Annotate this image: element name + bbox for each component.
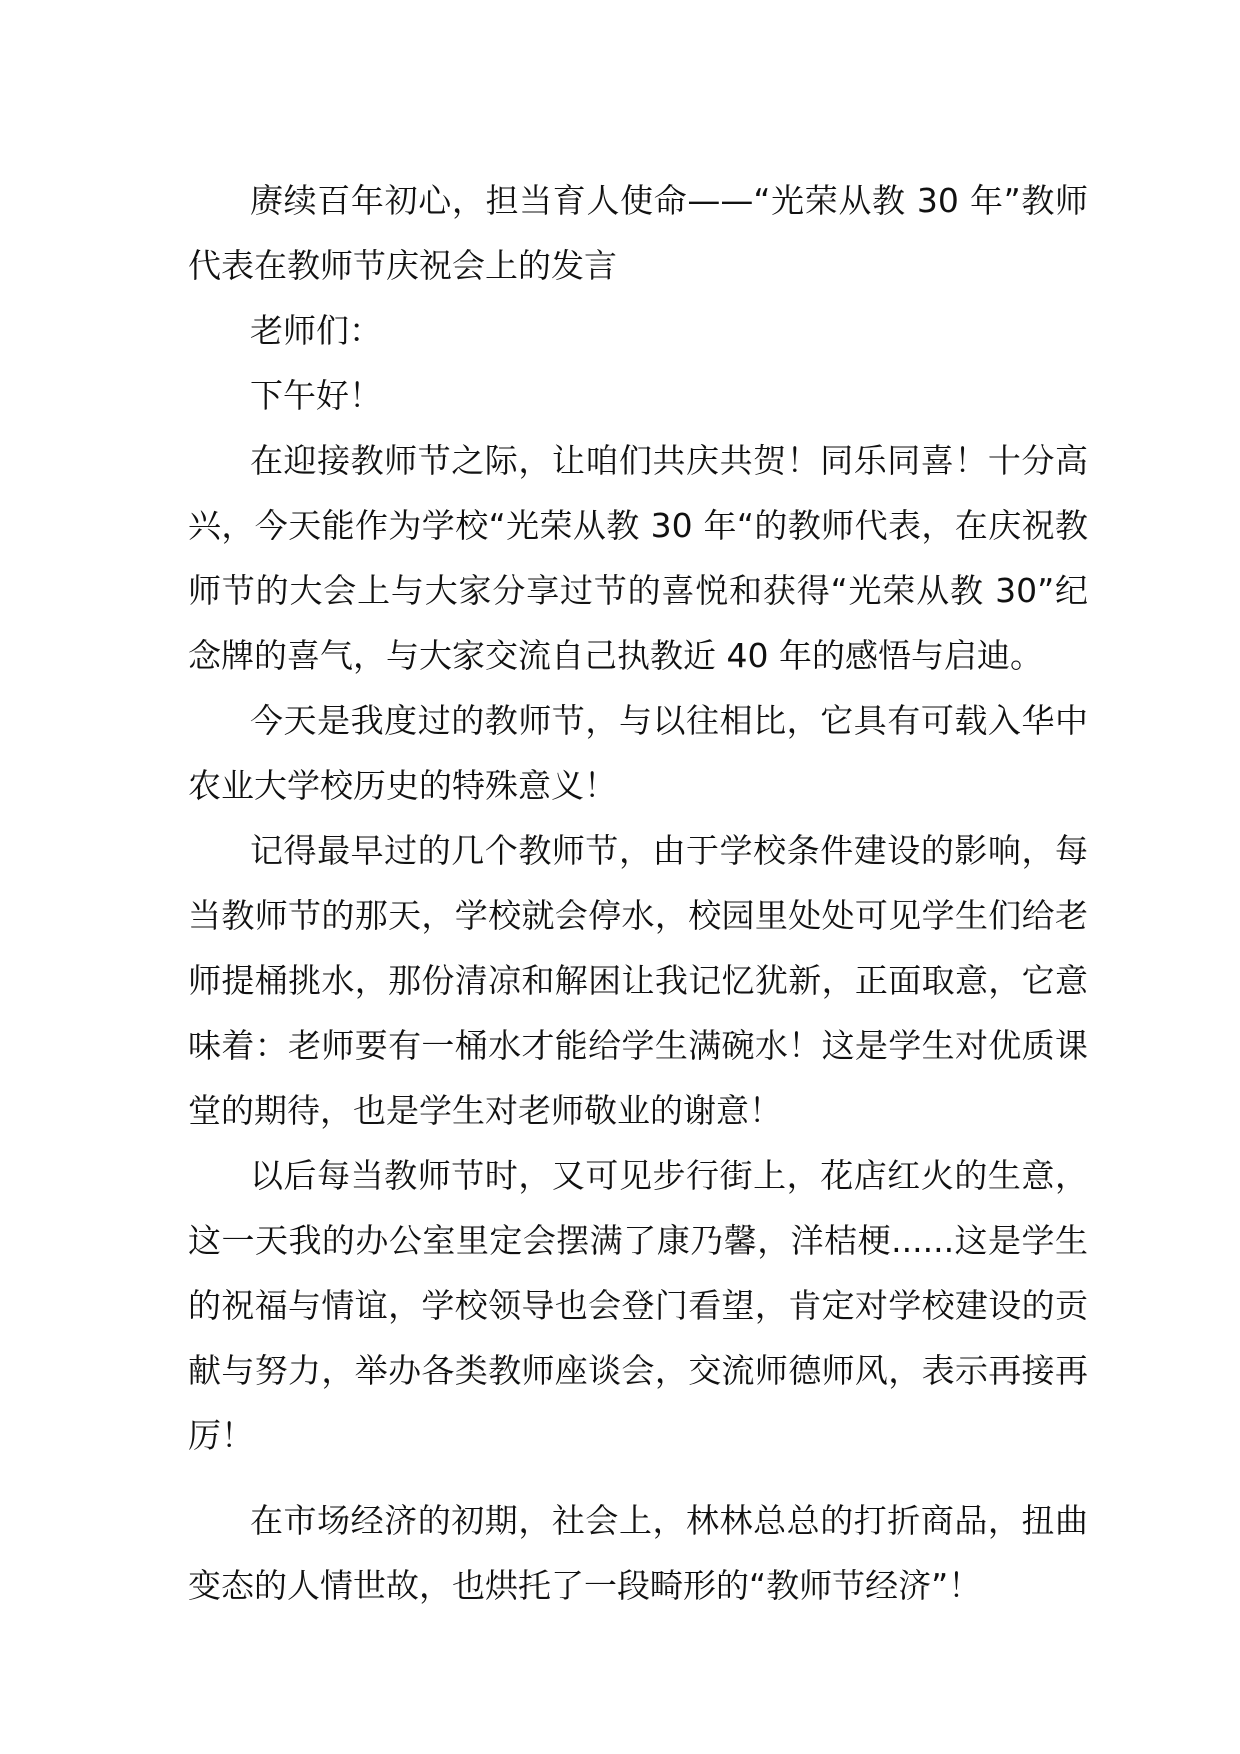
speech-body [188, 168, 1088, 1618]
salutation: 老师们： [250, 311, 382, 350]
paragraph-2: 今天是我度过的教师节，与以往相比，它具有可载入华中农业大学校历史的特殊意义！ [188, 701, 1088, 805]
paragraph-1: 在迎接教师节之际，让咱们共庆共贺！同乐同喜！十分高兴，今天能作为学校“光荣从教 30 年“的教师代表，在庆祝教师节的大会上与大家分享过节的喜悦和获得“光荣从教 30”纪念牌的喜气，与大家交流自己执教近 40 年的感悟与启迪。 [188, 441, 1088, 675]
document-title: 赓续百年初心，担当育人使命——“光荣从教 30 年”教师代表在教师节庆祝会上的发言 [188, 181, 1088, 285]
paragraph-3: 记得最早过的几个教师节，由于学校条件建设的影响，每当教师节的那天，学校就会停水，校园里处处可见学生们给老师提桶挑水，那份清凉和解困让我记忆犹新，正面取意，它意味着：老师要有一桶水才能给学生满碗水！这是学生对优质课堂的期待，也是学生对老师敬业的谢意！ [188, 831, 1088, 1130]
greeting: 下午好！ [250, 376, 382, 415]
paragraph-5: 在市场经济的初期，社会上，林林总总的打折商品，扭曲变态的人情世故，也烘托了一段畸形的“教师节经济”！ [188, 1501, 1088, 1605]
paragraph-4: 以后每当教师节时，又可见步行街上，花店红火的生意，这一天我的办公室里定会摆满了康乃馨，洋桔梗......这是学生的祝福与情谊，学校领导也会登门看望，肯定对学校建设的贡献与努力，举办各类教师座谈会，交流师德师风，表示再接再厉！ [188, 1156, 1088, 1455]
